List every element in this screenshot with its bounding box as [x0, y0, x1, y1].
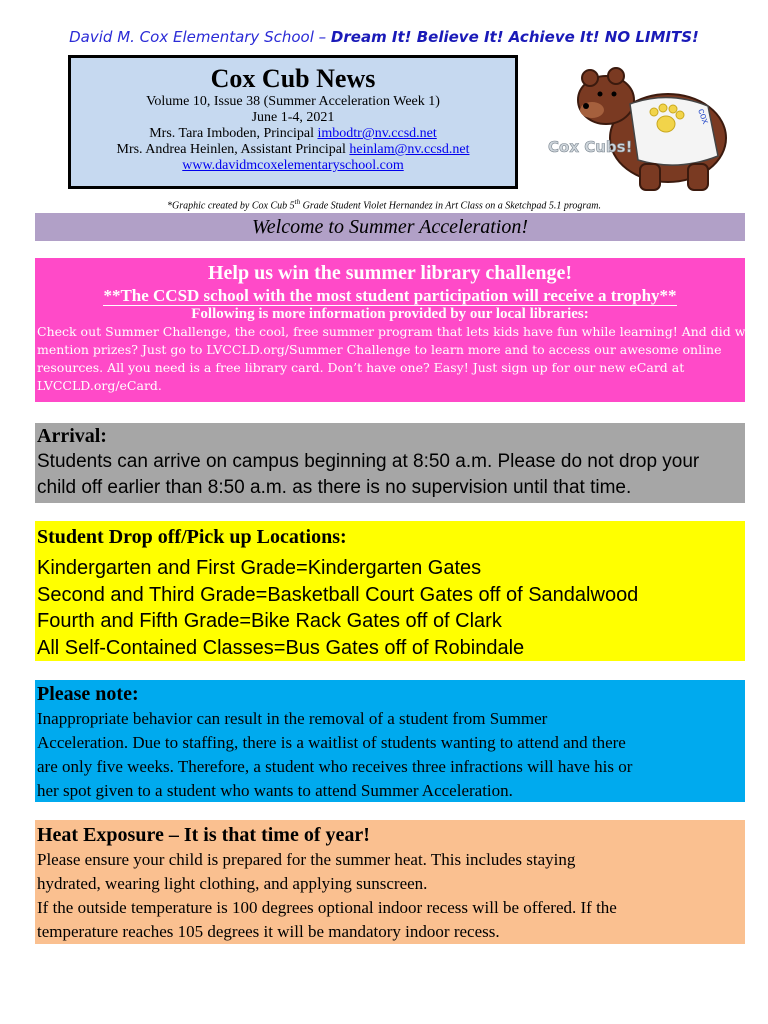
school-website-link[interactable]: www.davidmcoxelementaryschool.com — [182, 158, 404, 173]
note-line: Inappropriate behavior can result in the removal of a student from Summer — [37, 709, 548, 728]
library-line: resources. All you need is a free library card. Don’t have one? Easy! Just sign up for our new eCard at — [37, 360, 685, 375]
note-line: are only five weeks. Therefore, a student who receives three infractions will have his or — [37, 757, 633, 776]
newsletter-title: Cox Cub News — [210, 64, 376, 93]
welcome-banner: Welcome to Summer Acceleration! — [35, 213, 745, 241]
arrival-section — [35, 423, 745, 503]
mascot-caption: Cox Cubs! — [548, 138, 633, 156]
graphic-credit — [0, 198, 768, 211]
arrival-line: child off earlier than 8:50 a.m. as there is no supervision until that time. — [37, 477, 632, 498]
assistant-principal-name: Mrs. Andrea Heinlen, Assistant Principal — [116, 142, 350, 157]
website-line — [71, 158, 515, 174]
library-line: mention prizes? Just go to LVCCLD.org/Summer Challenge to learn more and to access our awesome online — [37, 342, 722, 357]
dropoff-item: Second and Third Grade=Basketball Court Gates off of Sandalwood — [37, 583, 639, 606]
dropoff-item: Kindergarten and First Grade=Kindergarten Gates — [37, 557, 482, 579]
bear-mascot-icon — [548, 60, 748, 200]
library-challenge-section — [35, 258, 753, 402]
note-line: Acceleration. Due to staffing, there is a waitlist of students wanting to attend and there — [37, 733, 626, 752]
credit-superscript: th — [294, 198, 301, 206]
dropoff-list — [37, 555, 745, 661]
dropoff-section — [35, 521, 745, 661]
library-info-text — [35, 323, 753, 395]
heat-exposure-section — [35, 820, 745, 944]
issue-info: Volume 10, Issue 38 (Summer Acceleration Week 1) — [146, 94, 440, 109]
library-subtitle — [35, 286, 745, 306]
note-text — [37, 707, 745, 803]
dropoff-item: Fourth and Fifth Grade=Bike Rack Gates off of Clark — [37, 610, 502, 632]
principal-name: Mrs. Tara Imboden, Principal — [149, 126, 318, 141]
newsletter-header — [68, 55, 518, 189]
credit-text-end: Grade Student Violet Hernandez in Art Class on a Sketchpad 5.1 program. — [300, 200, 602, 212]
arrival-heading: Arrival: — [37, 425, 107, 447]
please-note-section — [35, 680, 745, 802]
heat-heading: Heat Exposure – It is that time of year! — [37, 824, 370, 846]
library-title: Help us win the summer library challenge! — [207, 262, 573, 284]
assistant-principal-line — [71, 142, 515, 158]
note-line: her spot given to a student who wants to attend Summer Acceleration. — [37, 781, 513, 800]
mascot-graphic — [548, 60, 748, 200]
arrival-line: Students can arrive on campus beginning at 8:50 a.m. Please do not drop your — [37, 451, 700, 472]
assistant-email-link[interactable]: heinlam@nv.ccsd.net — [349, 142, 470, 157]
note-heading: Please note: — [37, 683, 139, 705]
library-info-heading: Following is more information provided by our local libraries: — [191, 306, 589, 322]
heat-line: If the outside temperature is 100 degrees optional indoor recess will be offered. If the — [37, 898, 617, 917]
principal-line — [71, 126, 515, 142]
credit-text-start: *Graphic created by Cox Cub 5 — [166, 200, 295, 212]
school-motto: Dream It! Believe It! Achieve It! NO LIMITS! — [330, 28, 699, 46]
dropoff-heading: Student Drop off/Pick up Locations: — [37, 526, 347, 548]
heat-line: hydrated, wearing light clothing, and applying sunscreen. — [37, 874, 428, 893]
heat-line: Please ensure your child is prepared for the summer heat. This includes staying — [37, 850, 576, 869]
library-subtitle-text: **The CCSD school with the most student participation will receive a trophy** — [103, 286, 677, 305]
dropoff-item: All Self-Contained Classes=Bus Gates off of Robindale — [37, 636, 525, 659]
heat-line: temperature reaches 105 degrees it will be mandatory indoor recess. — [37, 922, 500, 941]
school-tagline — [0, 28, 768, 46]
school-name: David M. Cox Elementary School – — [69, 28, 331, 46]
arrival-text — [37, 449, 745, 501]
heat-text — [37, 848, 745, 944]
issue-date: June 1-4, 2021 — [251, 110, 335, 125]
shirt-text: cox — [695, 107, 711, 126]
library-line: LVCCLD.org/eCard. — [37, 378, 162, 393]
principal-email-link[interactable]: imbodtr@nv.ccsd.net — [317, 126, 437, 141]
library-line: Check out Summer Challenge, the cool, free summer program that lets kids have fun while learning! And did we — [37, 324, 753, 339]
